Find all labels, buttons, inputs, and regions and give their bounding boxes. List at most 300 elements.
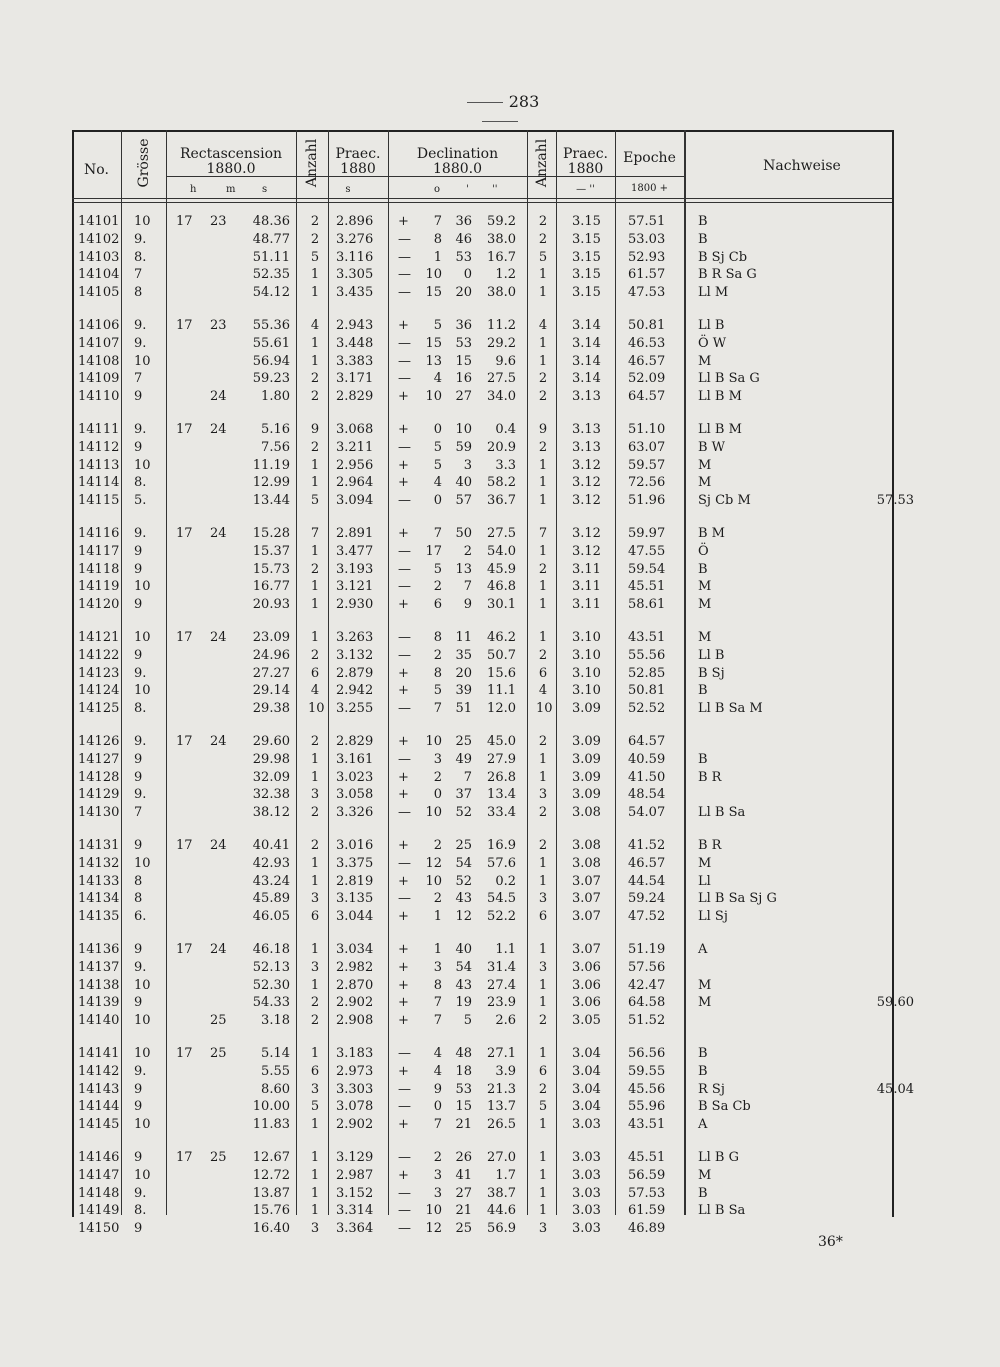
refs-cell: R Sj	[698, 1081, 725, 1097]
dec-sec-cell: 9.6	[495, 353, 516, 369]
dec-sec-cell: 27.1	[487, 1046, 516, 1061]
ra-s-cell: 52.30	[252, 977, 290, 993]
count2-cell: 1	[538, 995, 548, 1011]
ra-s-cell: 15.73	[252, 561, 290, 577]
dec-deg-cell: 1	[433, 249, 442, 265]
count2-cell: 9	[538, 422, 548, 437]
extra-cell: 45.04	[876, 1081, 914, 1097]
praec-dec-cell: 3.14	[572, 371, 601, 387]
praec-dec-cell: 3.12	[572, 543, 601, 559]
epoch-cell: 64.57	[628, 734, 666, 749]
epoch-cell: 59.57	[628, 457, 666, 473]
dec-sign-cell: +	[398, 422, 409, 437]
dec-min-cell: 11	[455, 630, 472, 645]
dec-sec-cell: 44.6	[487, 1203, 516, 1219]
count-cell: 2	[310, 231, 320, 247]
ra-h-cell: 17	[176, 214, 193, 229]
epoch-cell: 58.61	[628, 597, 666, 613]
dec-sign-cell: +	[398, 1167, 409, 1183]
header-no: No.	[84, 162, 109, 178]
refs-cell: B Sj	[698, 665, 725, 681]
count-cell: 1	[310, 285, 320, 301]
count2-cell: 1	[538, 457, 548, 473]
ra-m-cell: 24	[210, 734, 227, 749]
size-cell: 9.	[134, 335, 147, 351]
praec-ra-cell: 3.375	[336, 855, 374, 871]
refs-cell: Ll B Sa M	[698, 701, 763, 717]
count2-cell: 2	[538, 1013, 548, 1029]
praec-dec-cell: 3.14	[572, 318, 601, 333]
ra-s-cell: 38.12	[252, 805, 290, 821]
praec-ra-cell: 2.964	[336, 475, 374, 491]
dec-sign-cell: —	[398, 701, 411, 717]
dec-deg-cell: 0	[433, 1099, 442, 1115]
ra-m-cell: 25	[210, 1150, 227, 1165]
ra-h-cell: 17	[176, 942, 193, 957]
col-line	[121, 130, 122, 1215]
dec-deg-cell: 5	[433, 439, 442, 455]
refs-cell: B R Sa G	[698, 267, 757, 283]
dec-sec-cell: 56.9	[487, 1221, 516, 1237]
count-cell: 1	[310, 579, 320, 595]
dec-deg-cell: 5	[433, 318, 442, 333]
praec-ra-cell: 3.183	[336, 1046, 374, 1061]
ra-s-cell: 54.12	[252, 285, 290, 301]
count2-cell: 3	[538, 787, 548, 803]
dec-min-cell: 46	[455, 231, 472, 247]
praec-dec-cell: 3.03	[572, 1150, 601, 1165]
count2-cell: 1	[538, 769, 548, 785]
count2-cell: 2	[538, 838, 548, 853]
ra-s-cell: 5.16	[261, 422, 290, 437]
dec-deg-cell: 5	[433, 561, 442, 577]
header-epoche: Epoche	[623, 150, 676, 166]
dec-sec-cell: 30.1	[487, 597, 516, 613]
praec-ra-cell: 3.326	[336, 805, 374, 821]
refs-cell: B Sa Cb	[698, 1099, 751, 1115]
count2-cell: 1	[538, 353, 548, 369]
header-dec-deg: o	[434, 184, 441, 195]
praec-dec-cell: 3.03	[572, 1167, 601, 1183]
size-cell: 6.	[134, 909, 147, 925]
dec-min-cell: 7	[463, 769, 472, 785]
size-cell: 8.	[134, 475, 147, 491]
dec-sec-cell: 13.4	[487, 787, 516, 803]
dec-deg-cell: 12	[425, 855, 442, 871]
header-dec-epoch: 1880.0	[433, 161, 482, 177]
praec-dec-cell: 3.15	[572, 231, 601, 247]
dec-min-cell: 9	[463, 597, 472, 613]
refs-cell: M	[698, 353, 712, 369]
count-cell: 2	[310, 734, 320, 749]
epoch-cell: 51.19	[628, 942, 666, 957]
col-line	[328, 130, 329, 1215]
praec-dec-cell: 3.05	[572, 1013, 601, 1029]
refs-cell: B	[698, 1046, 708, 1061]
count-cell: 1	[310, 1046, 320, 1061]
praec-ra-cell: 3.263	[336, 630, 374, 645]
count-cell: 1	[310, 942, 320, 957]
praec-dec-cell: 3.06	[572, 977, 601, 993]
praec-dec-cell: 3.12	[572, 526, 601, 541]
no-cell: 14138	[78, 977, 120, 993]
count2-cell: 1	[538, 1203, 548, 1219]
ra-s-cell: 59.23	[252, 371, 290, 387]
dec-deg-cell: 2	[433, 769, 442, 785]
epoch-cell: 45.56	[628, 1081, 666, 1097]
count-cell: 3	[310, 787, 320, 803]
praec-dec-cell: 3.13	[572, 422, 601, 437]
praec-dec-cell: 3.04	[572, 1099, 601, 1115]
dec-sec-cell: 20.9	[487, 439, 516, 455]
ra-m-cell: 25	[210, 1013, 227, 1029]
col-line	[684, 130, 686, 1215]
dec-min-cell: 0	[463, 267, 472, 283]
header-praec2-unit: — ''	[576, 184, 595, 195]
refs-cell: B R	[698, 838, 722, 853]
no-cell: 14110	[78, 389, 120, 405]
epoch-cell: 59.97	[628, 526, 666, 541]
col-line	[527, 130, 528, 1215]
header-dec-title: Declination	[416, 146, 499, 162]
no-cell: 14146	[78, 1150, 120, 1165]
count2-cell: 1	[538, 855, 548, 871]
praec-dec-cell: 3.04	[572, 1081, 601, 1097]
no-cell: 14117	[78, 543, 120, 559]
ra-s-cell: 15.76	[252, 1203, 290, 1219]
count2-cell: 1	[538, 1150, 548, 1165]
dec-deg-cell: 7	[433, 1117, 442, 1133]
dec-sec-cell: 0.2	[495, 873, 516, 889]
count-cell: 1	[310, 1150, 320, 1165]
size-cell: 9	[134, 1099, 143, 1115]
no-cell: 14101	[78, 214, 120, 229]
epoch-cell: 46.57	[628, 855, 666, 871]
refs-cell: M	[698, 1167, 712, 1183]
size-cell: 9	[134, 995, 143, 1011]
dec-min-cell: 12	[455, 909, 472, 925]
count2-cell: 2	[538, 371, 548, 387]
size-cell: 9	[134, 838, 143, 853]
dec-deg-cell: 2	[433, 1150, 442, 1165]
count-cell: 1	[310, 630, 320, 645]
extra-cell: 59.60	[876, 995, 914, 1011]
praec-ra-cell: 3.034	[336, 942, 374, 957]
no-cell: 14123	[78, 665, 120, 681]
praec-ra-cell: 3.132	[336, 647, 374, 663]
dec-sec-cell: 12.0	[487, 701, 516, 717]
count-cell: 1	[310, 335, 320, 351]
refs-cell: Ö W	[698, 335, 727, 351]
no-cell: 14120	[78, 597, 120, 613]
dec-min-cell: 15	[455, 1099, 472, 1115]
epoch-cell: 61.59	[628, 1203, 666, 1219]
ra-s-cell: 13.87	[252, 1185, 290, 1201]
count-cell: 1	[310, 751, 320, 767]
praec-ra-cell: 2.902	[336, 995, 374, 1011]
dec-sec-cell: 13.7	[487, 1099, 516, 1115]
ra-s-cell: 10.00	[252, 1099, 290, 1115]
col-line	[556, 130, 557, 1215]
dec-deg-cell: 3	[433, 1185, 442, 1201]
no-cell: 14140	[78, 1013, 120, 1029]
praec-dec-cell: 3.13	[572, 389, 601, 405]
epoch-cell: 50.81	[628, 683, 666, 699]
no-cell: 14109	[78, 371, 120, 387]
ra-s-cell: 46.18	[252, 942, 290, 957]
dec-sec-cell: 54.0	[487, 543, 516, 559]
no-cell: 14143	[78, 1081, 120, 1097]
dec-sign-cell: —	[398, 561, 411, 577]
dec-deg-cell: 8	[433, 630, 442, 645]
ra-s-cell: 32.38	[252, 787, 290, 803]
count-cell: 1	[310, 769, 320, 785]
praec-dec-cell: 3.03	[572, 1117, 601, 1133]
dec-sec-cell: 15.6	[487, 665, 516, 681]
no-cell: 14124	[78, 683, 120, 699]
praec-dec-cell: 3.15	[572, 267, 601, 283]
no-cell: 14131	[78, 838, 120, 853]
praec-dec-cell: 3.06	[572, 995, 601, 1011]
praec-ra-cell: 2.973	[336, 1063, 374, 1079]
praec-ra-cell: 3.094	[336, 493, 374, 509]
dec-sec-cell: 38.7	[487, 1185, 516, 1201]
praec-ra-cell: 3.364	[336, 1221, 374, 1237]
dec-min-cell: 43	[455, 977, 472, 993]
dec-min-cell: 35	[455, 647, 472, 663]
dec-sign-cell: —	[398, 1046, 411, 1061]
refs-cell: M	[698, 630, 712, 645]
no-cell: 14147	[78, 1167, 120, 1183]
no-cell: 14133	[78, 873, 120, 889]
dec-deg-cell: 15	[425, 285, 442, 301]
count2-cell: 2	[538, 214, 548, 229]
dec-sign-cell: +	[398, 769, 409, 785]
praec-ra-cell: 3.448	[336, 335, 374, 351]
dec-min-cell: 36	[455, 318, 472, 333]
dec-sec-cell: 27.9	[487, 751, 516, 767]
no-cell: 14111	[78, 422, 120, 437]
refs-cell: Ll B Sa G	[698, 371, 760, 387]
epoch-cell: 52.93	[628, 249, 666, 265]
ra-m-cell: 23	[210, 318, 227, 333]
dec-sign-cell: +	[398, 318, 409, 333]
count-cell: 2	[310, 561, 320, 577]
ra-s-cell: 27.27	[252, 665, 290, 681]
ra-h-cell: 17	[176, 318, 193, 333]
count2-cell: 2	[538, 805, 548, 821]
epoch-cell: 53.03	[628, 231, 666, 247]
size-cell: 9.	[134, 734, 147, 749]
praec-ra-cell: 2.943	[336, 318, 374, 333]
dec-deg-cell: 6	[433, 597, 442, 613]
dec-sign-cell: +	[398, 214, 409, 229]
dec-min-cell: 27	[455, 1185, 472, 1201]
dec-sign-cell: +	[398, 734, 409, 749]
count2-cell: 1	[538, 579, 548, 595]
praec-dec-cell: 3.08	[572, 838, 601, 853]
refs-cell: Ll B Sa	[698, 805, 746, 821]
refs-cell: Ll	[698, 873, 711, 889]
header-bottom-line-2	[72, 202, 892, 203]
dec-deg-cell: 7	[433, 214, 442, 229]
header-praec-year: 1880	[340, 161, 376, 177]
praec-dec-cell: 3.14	[572, 335, 601, 351]
epoch-cell: 45.51	[628, 1150, 666, 1165]
dec-sec-cell: 33.4	[487, 805, 516, 821]
praec-dec-cell: 3.07	[572, 909, 601, 925]
header-ra-s: s	[262, 184, 268, 195]
header-praec2-title: Praec.	[562, 146, 609, 162]
praec-dec-cell: 3.06	[572, 959, 601, 975]
ra-s-cell: 45.89	[252, 891, 290, 907]
refs-cell: B W	[698, 439, 726, 455]
dec-sec-cell: 16.9	[487, 838, 516, 853]
epoch-cell: 57.56	[628, 959, 666, 975]
count-cell: 2	[310, 838, 320, 853]
size-cell: 9	[134, 1221, 143, 1237]
ra-s-cell: 52.35	[252, 267, 290, 283]
dec-sec-cell: 34.0	[487, 389, 516, 405]
count2-cell: 1	[538, 335, 548, 351]
praec-dec-cell: 3.15	[572, 214, 601, 229]
dec-sign-cell: +	[398, 942, 409, 957]
count-cell: 1	[310, 977, 320, 993]
dec-sign-cell: +	[398, 995, 409, 1011]
praec-ra-cell: 2.819	[336, 873, 374, 889]
count-cell: 1	[310, 1185, 320, 1201]
dec-min-cell: 20	[455, 665, 472, 681]
epoch-cell: 59.54	[628, 561, 666, 577]
epoch-cell: 47.55	[628, 543, 666, 559]
size-cell: 9	[134, 561, 143, 577]
refs-cell: Ö	[698, 543, 709, 559]
page-number-text: 283	[508, 92, 540, 111]
dec-deg-cell: 8	[433, 665, 442, 681]
header-ra-m: m	[226, 184, 236, 195]
dec-deg-cell: 1	[433, 942, 442, 957]
dec-sec-cell: 54.5	[487, 891, 516, 907]
count2-cell: 2	[538, 439, 548, 455]
count2-cell: 2	[538, 561, 548, 577]
refs-cell: B M	[698, 526, 725, 541]
dec-min-cell: 5	[463, 1013, 472, 1029]
praec-dec-cell: 3.04	[572, 1063, 601, 1079]
dec-min-cell: 53	[455, 335, 472, 351]
praec-dec-cell: 3.12	[572, 493, 601, 509]
dec-sign-cell: —	[398, 805, 411, 821]
dec-sign-cell: +	[398, 909, 409, 925]
praec-dec-cell: 3.07	[572, 891, 601, 907]
praec-dec-cell: 3.09	[572, 701, 601, 717]
praec-ra-cell: 3.303	[336, 1081, 374, 1097]
dec-deg-cell: 4	[433, 371, 442, 387]
size-cell: 9	[134, 597, 143, 613]
count-cell: 1	[310, 353, 320, 369]
refs-cell: M	[698, 977, 712, 993]
size-cell: 9	[134, 1081, 143, 1097]
praec-ra-cell: 2.956	[336, 457, 374, 473]
ra-s-cell: 55.61	[252, 335, 290, 351]
ra-m-cell: 24	[210, 422, 227, 437]
dec-sign-cell: —	[398, 579, 411, 595]
refs-cell: M	[698, 579, 712, 595]
ra-s-cell: 1.80	[261, 389, 290, 405]
ra-h-cell: 17	[176, 630, 193, 645]
praec-ra-cell: 2.942	[336, 683, 374, 699]
dec-min-cell: 7	[463, 579, 472, 595]
count-cell: 6	[310, 909, 320, 925]
count2-cell: 5	[538, 1099, 548, 1115]
dec-min-cell: 54	[455, 959, 472, 975]
praec-ra-cell: 3.135	[336, 891, 374, 907]
dec-deg-cell: 8	[433, 231, 442, 247]
header-anzahl-2: Anzahl	[534, 138, 550, 188]
dec-sign-cell: +	[398, 1013, 409, 1029]
ra-m-cell: 24	[210, 389, 227, 405]
epoch-cell: 42.47	[628, 977, 666, 993]
no-cell: 14105	[78, 285, 120, 301]
dec-min-cell: 2	[463, 543, 472, 559]
dec-sec-cell: 26.8	[487, 769, 516, 785]
dec-min-cell: 20	[455, 285, 472, 301]
size-cell: 9	[134, 543, 143, 559]
size-cell: 9	[134, 751, 143, 767]
dec-sec-cell: 11.1	[487, 683, 516, 699]
size-cell: 7	[134, 267, 143, 283]
no-cell: 14115	[78, 493, 120, 509]
refs-cell: Ll B M	[698, 389, 742, 405]
praec-ra-cell: 3.314	[336, 1203, 374, 1219]
dec-deg-cell: 12	[425, 1221, 442, 1237]
no-cell: 14132	[78, 855, 120, 871]
dec-min-cell: 21	[455, 1117, 472, 1133]
dec-sec-cell: 2.6	[495, 1013, 516, 1029]
size-cell: 8	[134, 873, 143, 889]
count-cell: 1	[310, 543, 320, 559]
refs-cell: Sj Cb M	[698, 493, 751, 509]
header-epoche-unit: 1800 +	[630, 183, 668, 194]
dec-min-cell: 57	[455, 493, 472, 509]
ra-m-cell: 24	[210, 942, 227, 957]
refs-cell: Ll Sj	[698, 909, 728, 925]
dec-deg-cell: 7	[433, 995, 442, 1011]
dec-deg-cell: 10	[425, 267, 442, 283]
epoch-cell: 52.09	[628, 371, 666, 387]
size-cell: 10	[134, 977, 151, 993]
count2-cell: 10	[536, 701, 553, 717]
dec-sign-cell: —	[398, 1221, 411, 1237]
col-line	[166, 130, 167, 1215]
refs-cell: M	[698, 855, 712, 871]
count2-cell: 3	[538, 1221, 548, 1237]
no-cell: 14144	[78, 1099, 120, 1115]
count-cell: 6	[310, 1063, 320, 1079]
praec-dec-cell: 3.14	[572, 353, 601, 369]
refs-cell: B	[698, 214, 708, 229]
dec-sign-cell: —	[398, 647, 411, 663]
no-cell: 14113	[78, 457, 120, 473]
no-cell: 14130	[78, 805, 120, 821]
dec-sign-cell: —	[398, 1099, 411, 1115]
size-cell: 9	[134, 389, 143, 405]
count-cell: 6	[310, 665, 320, 681]
count-cell: 2	[310, 805, 320, 821]
praec-ra-cell: 3.121	[336, 579, 374, 595]
ra-s-cell: 48.77	[252, 231, 290, 247]
dec-sec-cell: 3.9	[495, 1063, 516, 1079]
epoch-cell: 41.50	[628, 769, 666, 785]
